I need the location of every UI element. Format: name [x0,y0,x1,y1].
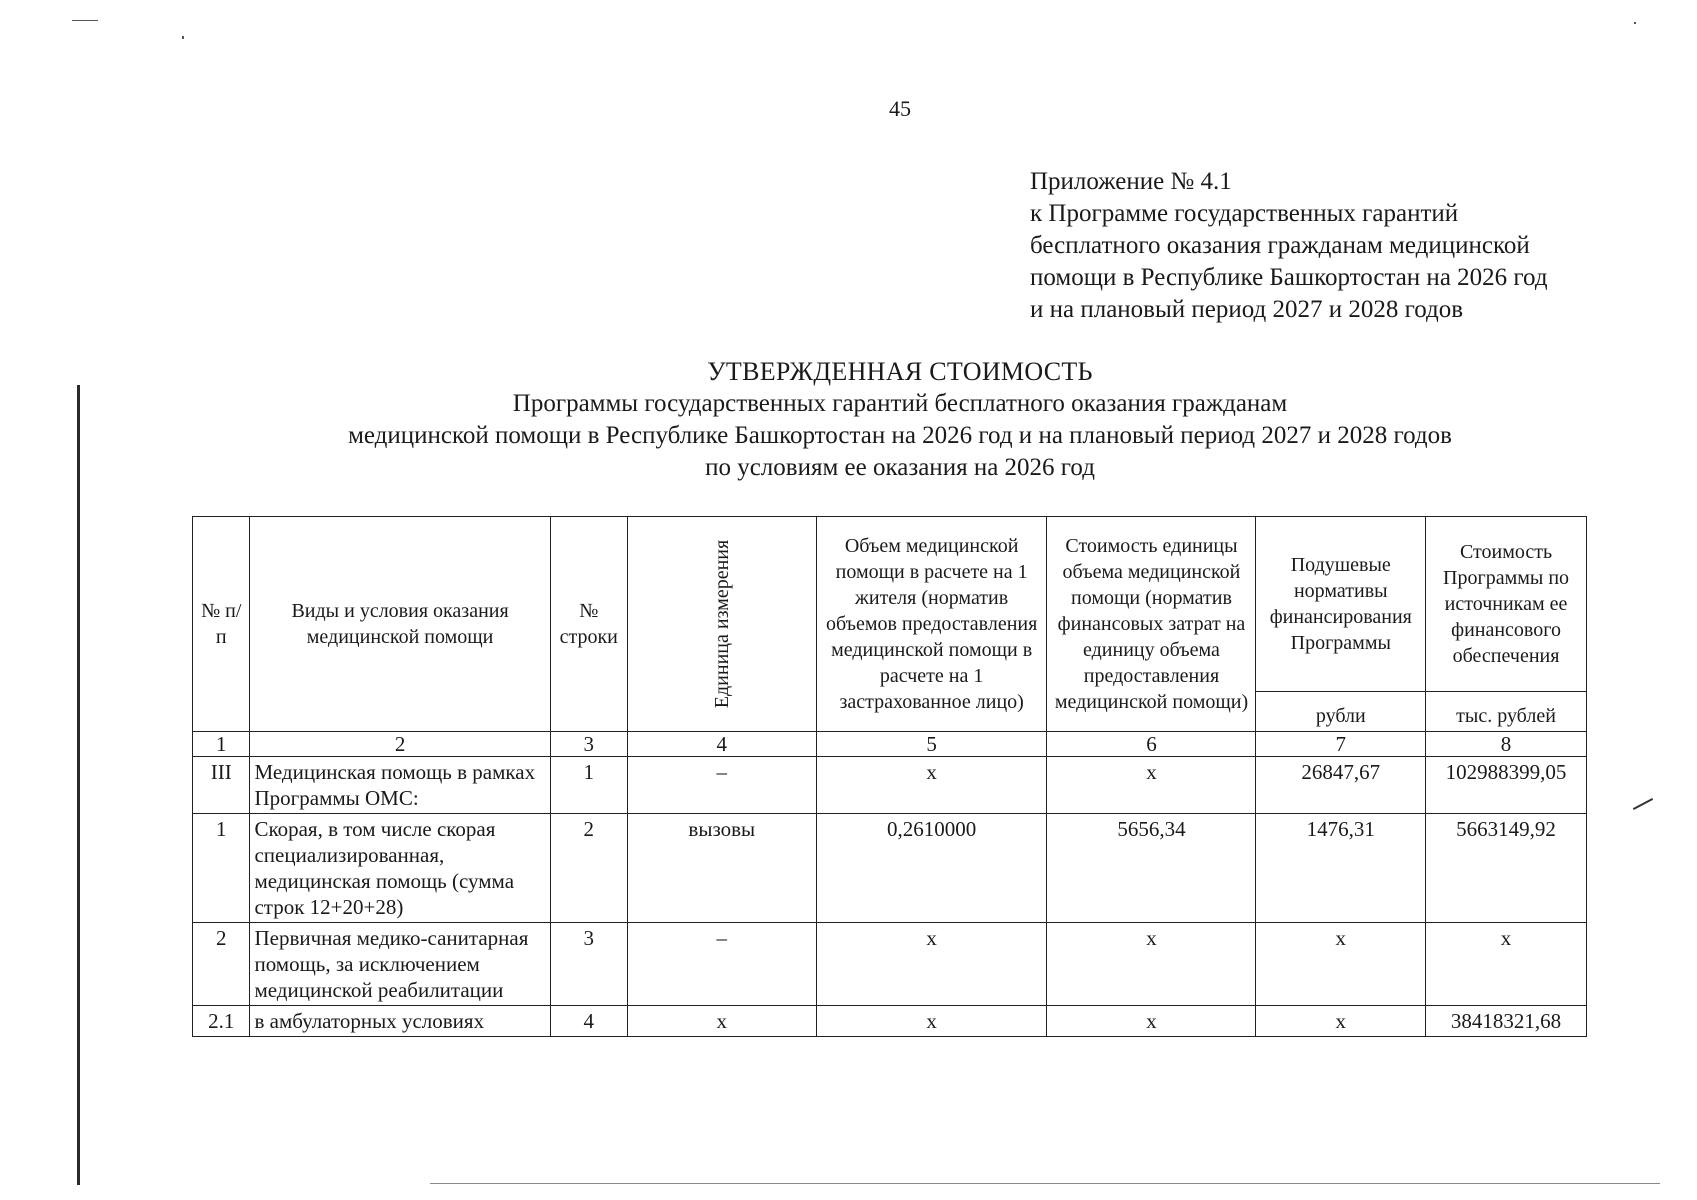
pen-mark [1633,798,1653,810]
row-volume: х [816,757,1047,814]
table-row [193,923,1587,1006]
header-per-capita: Подушевые нормативы финансирования Программы [1256,517,1426,692]
document-title [200,356,1600,484]
row-unit-cost: 5656,34 [1047,814,1256,923]
column-number: 1 [193,732,250,757]
table-row [193,757,1587,814]
cost-table [192,516,1587,1037]
row-number: 2 [193,923,250,1006]
header-unit [627,517,816,732]
column-number: 8 [1426,732,1587,757]
row-volume: х [816,1006,1047,1037]
column-number: 7 [1256,732,1426,757]
appendix-line: бесплатного оказания гражданам медицинской [1030,232,1530,259]
appendix-line: помощи в Республике Башкортостан на 2026 год [1030,264,1548,291]
subtitle-line: медицинской помощи в Республике Башкортостан на 2026 год и на плановый период 2027 и 2028 годов [348,422,1452,449]
row-total: х [1426,923,1587,1006]
column-number: 5 [816,732,1047,757]
row-unit: х [627,1006,816,1037]
row-volume: 0,2610000 [816,814,1047,923]
table-row [193,1006,1587,1037]
header-number: № п/п [193,517,250,732]
scan-speck [72,20,98,21]
row-per-capita: х [1256,923,1426,1006]
row-number: 2.1 [193,1006,250,1037]
row-unit-cost: х [1047,757,1256,814]
scan-speck [182,36,184,39]
row-name: в амбулаторных условиях [250,1006,550,1037]
row-per-capita: 26847,67 [1256,757,1426,814]
appendix-line: и на плановый период 2027 и 2028 годов [1030,296,1464,323]
appendix-note [1030,166,1650,326]
row-unit: вызовы [627,814,816,923]
main-title: УТВЕРЖДЕННАЯ СТОИМОСТЬ [707,357,1093,386]
table-row [193,814,1587,923]
header-per-capita-unit: рубли [1256,692,1426,732]
row-number: III [193,757,250,814]
column-number: 4 [627,732,816,757]
appendix-line: Приложение № 4.1 [1030,168,1232,195]
header-unit-label: Единица измерения [710,539,733,709]
row-total: 5663149,92 [1426,814,1587,923]
column-number: 6 [1047,732,1256,757]
page-number: 45 [889,96,911,121]
column-number: 2 [250,732,550,757]
scan-speck [1634,22,1636,24]
header-line-number: № строки [550,517,627,732]
header-total-cost-unit: тыс. рублей [1426,692,1587,732]
row-total: 38418321,68 [1426,1006,1587,1037]
scan-line-bottom [430,1183,1660,1184]
header-type: Виды и условия оказания медицинской помощи [250,517,550,732]
row-per-capita: 1476,31 [1256,814,1426,923]
header-volume: Объем медицинской помощи в расчете на 1 жителя (норматив объемов предоставления медицинской помощи в расчете на 1 застрахованное лицо) [816,517,1047,732]
row-name: Первичная медико-санитарная помощь, за исключением медицинской реабилитации [250,923,550,1006]
row-line: 4 [550,1006,627,1037]
row-volume: х [816,923,1047,1006]
subtitle-line: по условиям ее оказания на 2026 год [705,454,1095,481]
row-name: Медицинская помощь в рамках Программы ОМС: [250,757,550,814]
row-unit: – [627,923,816,1006]
row-total: 102988399,05 [1426,757,1587,814]
row-per-capita: х [1256,1006,1426,1037]
table-header-row [193,517,1587,692]
row-unit-cost: х [1047,1006,1256,1037]
header-total-cost: Стоимость Программы по источникам ее финансового обеспечения [1426,517,1587,692]
row-name: Скорая, в том числе скорая специализированная, медицинская помощь (сумма строк 12+20+28) [250,814,550,923]
row-line: 2 [550,814,627,923]
column-number-row [193,732,1587,757]
header-unit-cost: Стоимость единицы объема медицинской помощи (норматив финансовых затрат на единицу объема предоставления медицинской помощи) [1047,517,1256,732]
appendix-line: к Программе государственных гарантий [1030,200,1459,227]
column-number: 3 [550,732,627,757]
subtitle-line: Программы государственных гарантий бесплатного оказания гражданам [512,390,1288,417]
row-line: 3 [550,923,627,1006]
row-line: 1 [550,757,627,814]
scan-edge-left [77,385,80,1185]
row-number: 1 [193,814,250,923]
row-unit-cost: х [1047,923,1256,1006]
row-unit: – [627,757,816,814]
